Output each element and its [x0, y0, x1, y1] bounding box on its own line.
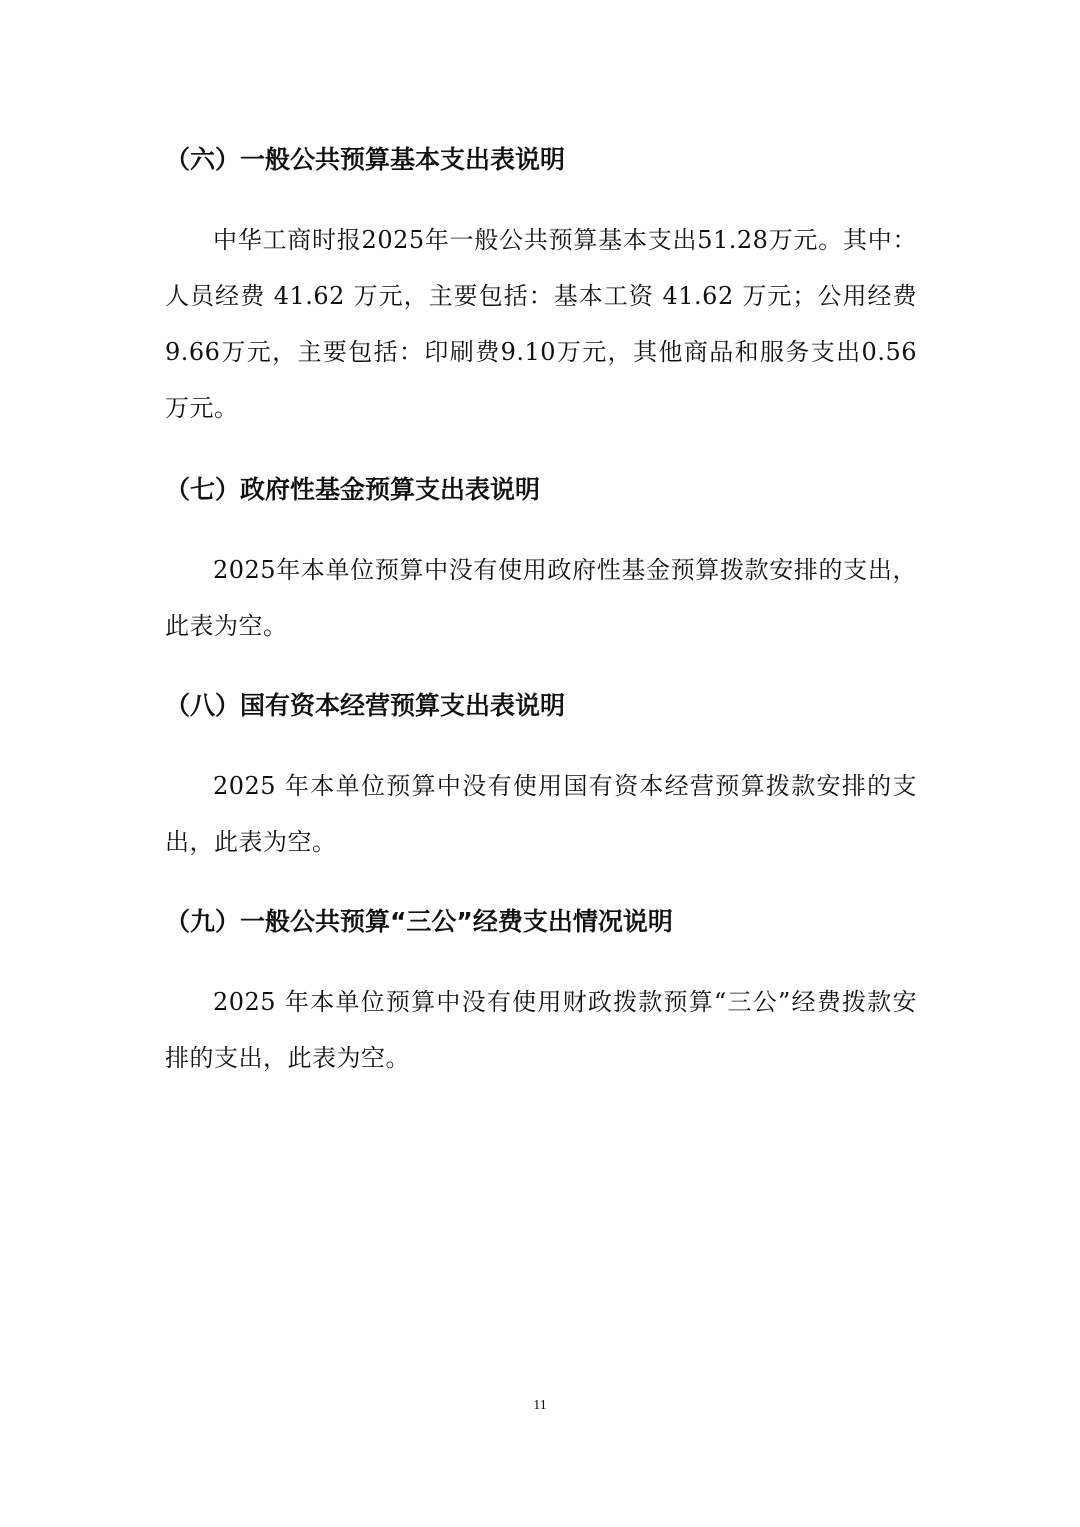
section-9-paragraph: 2025 年本单位预算中没有使用财政拨款预算“三公”经费拨款安排的支出，此表为空。 — [165, 988, 917, 1072]
section-7-heading: （七）政府性基金预算支出表说明 — [165, 475, 541, 504]
section-8-paragraph: 2025 年本单位预算中没有使用国有资本经营预算拨款安排的支出，此表为空。 — [165, 772, 917, 856]
section-8-heading: （八）国有资本经营预算支出表说明 — [165, 691, 566, 720]
section-6-paragraph: 中华工商时报2025年一般公共预算基本支出51.28万元。其中：人员经费 41.62 万元，主要包括：基本工资 41.62 万元；公用经费9.66万元，主要包括：印刷费9.10万元，其他商品和服务支出0.56万元。 — [165, 226, 917, 422]
section-6-heading: （六）一般公共预算基本支出表说明 — [165, 145, 566, 174]
page-number: 11 — [533, 1398, 547, 1413]
section-9-heading: （九）一般公共预算“三公”经费支出情况说明 — [165, 907, 673, 936]
section-7-paragraph: 2025年本单位预算中没有使用政府性基金预算拨款安排的支出，此表为空。 — [165, 556, 917, 640]
